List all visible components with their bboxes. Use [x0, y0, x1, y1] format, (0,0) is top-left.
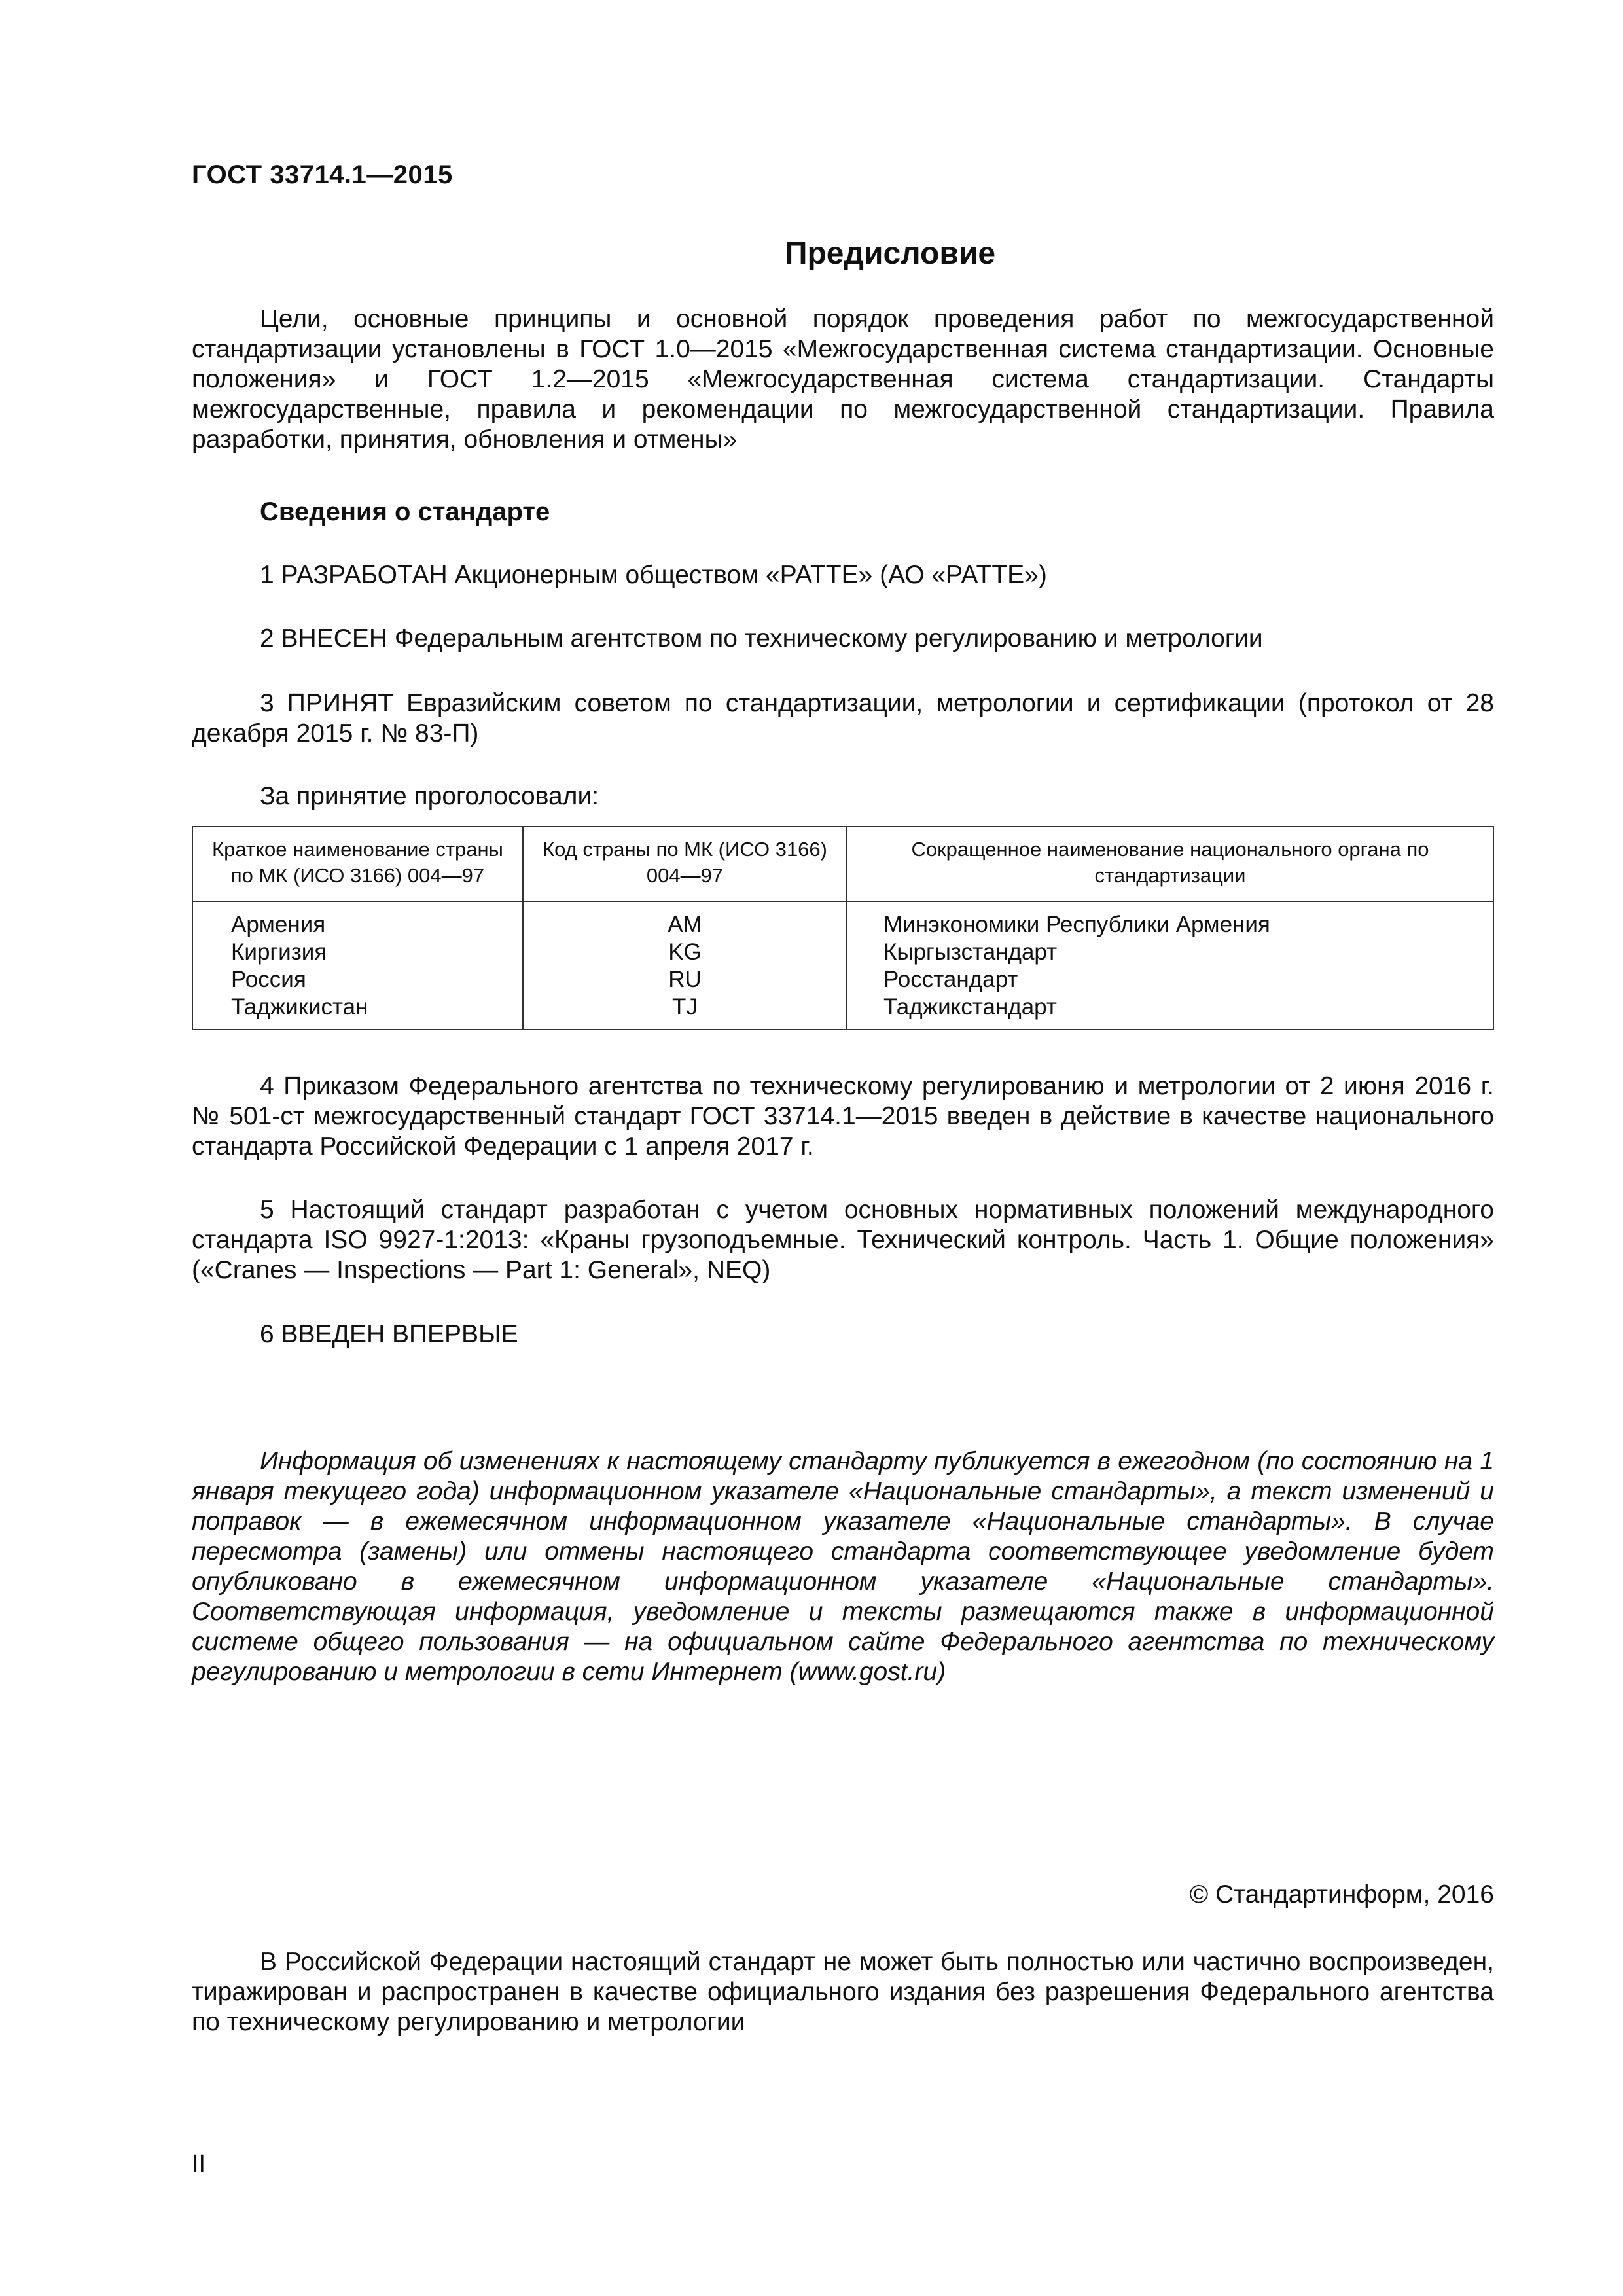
item-1-developed: 1 РАЗРАБОТАН Акционерным обществом «РАТТЕ» (АО «РАТТЕ»): [260, 561, 1047, 589]
voted-label: За принятие проголосовали:: [260, 782, 599, 810]
column-header-organization: Сокращенное наименование национального органа по стандартизации: [847, 827, 1493, 901]
item-5-basis: 5 Настоящий стандарт разработан с учетом основных нормативных положений международного стандарта ISO 9927-1:2013: «Краны грузоподъемные. Технический контроль. Часть 1. Общие положения» («Cranes — Inspections — Part 1: General», NEQ): [192, 1196, 1494, 1284]
code-cell: RU: [523, 966, 847, 994]
document-code-header: ГОСТ 33714.1—2015: [192, 160, 453, 189]
code-cell: AM: [523, 901, 847, 939]
intro-paragraph: Цели, основные принципы и основной порядок проведения работ по межгосударственной стандартизации установлены в ГОСТ 1.0—2015 «Межгосударственная система стандартизации. Основные положения» и ГОСТ 1.2—2015 «Межгосударственная система стандартизации. Стандарты межгосударственные, правила и рекомендации по межгосударственной стандартизации. Правила разработки, принятия, обновления и отмены»: [192, 305, 1494, 454]
copyright-notice: © Стандартинформ, 2016: [1189, 1880, 1494, 1909]
organization-cell: Минэкономики Республики Армения: [847, 901, 1493, 939]
column-header-country: Краткое наименование страны по МК (ИСО 3166) 004—97: [192, 827, 523, 901]
code-cell: KG: [523, 939, 847, 966]
item-2-submitted: 2 ВНЕСЕН Федеральным агентством по техническому регулированию и метрологии: [260, 624, 1263, 653]
changes-notice: Информация об изменениях к настоящему стандарту публикуется в ежегодном (по состоянию на 1 января текущего года) информационном указателе «Национальные стандарты», а текст изменений и поправок — в ежемесячном информационном указателе «Национальные стандарты». В случае пересмотра (замены) или отмены настоящего стандарта соответствующее уведомление будет опубликовано в ежемесячном информационном указателе «Национальные стандарты». Соответствующая информация, уведомление и тексты размещаются также в информационной системе общего пользования — на официальном сайте Федерального агентства по техническому регулированию и метрологии в сети Интернет (www.gost.ru): [192, 1447, 1494, 1686]
table-header-row: [192, 827, 1493, 901]
code-cell: TJ: [523, 994, 847, 1030]
table-row: [192, 901, 1493, 939]
item-6-first-introduced: 6 ВВЕДЕН ВПЕРВЫЕ: [260, 1320, 518, 1348]
page-number: II: [192, 2150, 206, 2178]
item-3-adopted: 3 ПРИНЯТ Евразийским советом по стандартизации, метрологии и сертификации (протокол от 28 декабря 2015 г. № 83-П): [192, 689, 1494, 747]
organization-cell: Кыргызстандарт: [847, 939, 1493, 966]
country-cell: Киргизия: [192, 939, 523, 966]
page-title: Предисловие: [784, 236, 996, 271]
country-cell: Россия: [192, 966, 523, 994]
country-cell: Таджикистан: [192, 994, 523, 1030]
table-row: [192, 994, 1493, 1030]
info-heading: Сведения о стандарте: [260, 497, 550, 526]
country-cell: Армения: [192, 901, 523, 939]
column-header-code: Код страны по МК (ИСО 3166) 004—97: [523, 827, 847, 901]
table-row: [192, 966, 1493, 994]
item-4-order: 4 Приказом Федерального агентства по техническому регулированию и метрологии от 2 июня 2016 г. № 501-ст межгосударственный стандарт ГОСТ 33714.1—2015 введен в действие в качестве национального стандарта Российской Федерации с 1 апреля 2017 г.: [192, 1072, 1494, 1160]
organization-cell: Росстандарт: [847, 966, 1493, 994]
organization-cell: Таджикстандарт: [847, 994, 1493, 1030]
voting-table: [192, 826, 1494, 1030]
table-row: [192, 939, 1493, 966]
legal-notice: В Российской Федерации настоящий стандарт не может быть полностью или частично воспроизведен, тиражирован и распространен в качестве официального издания без разрешения Федерального агентства по техническому регулированию и метрологии: [192, 1948, 1494, 2036]
